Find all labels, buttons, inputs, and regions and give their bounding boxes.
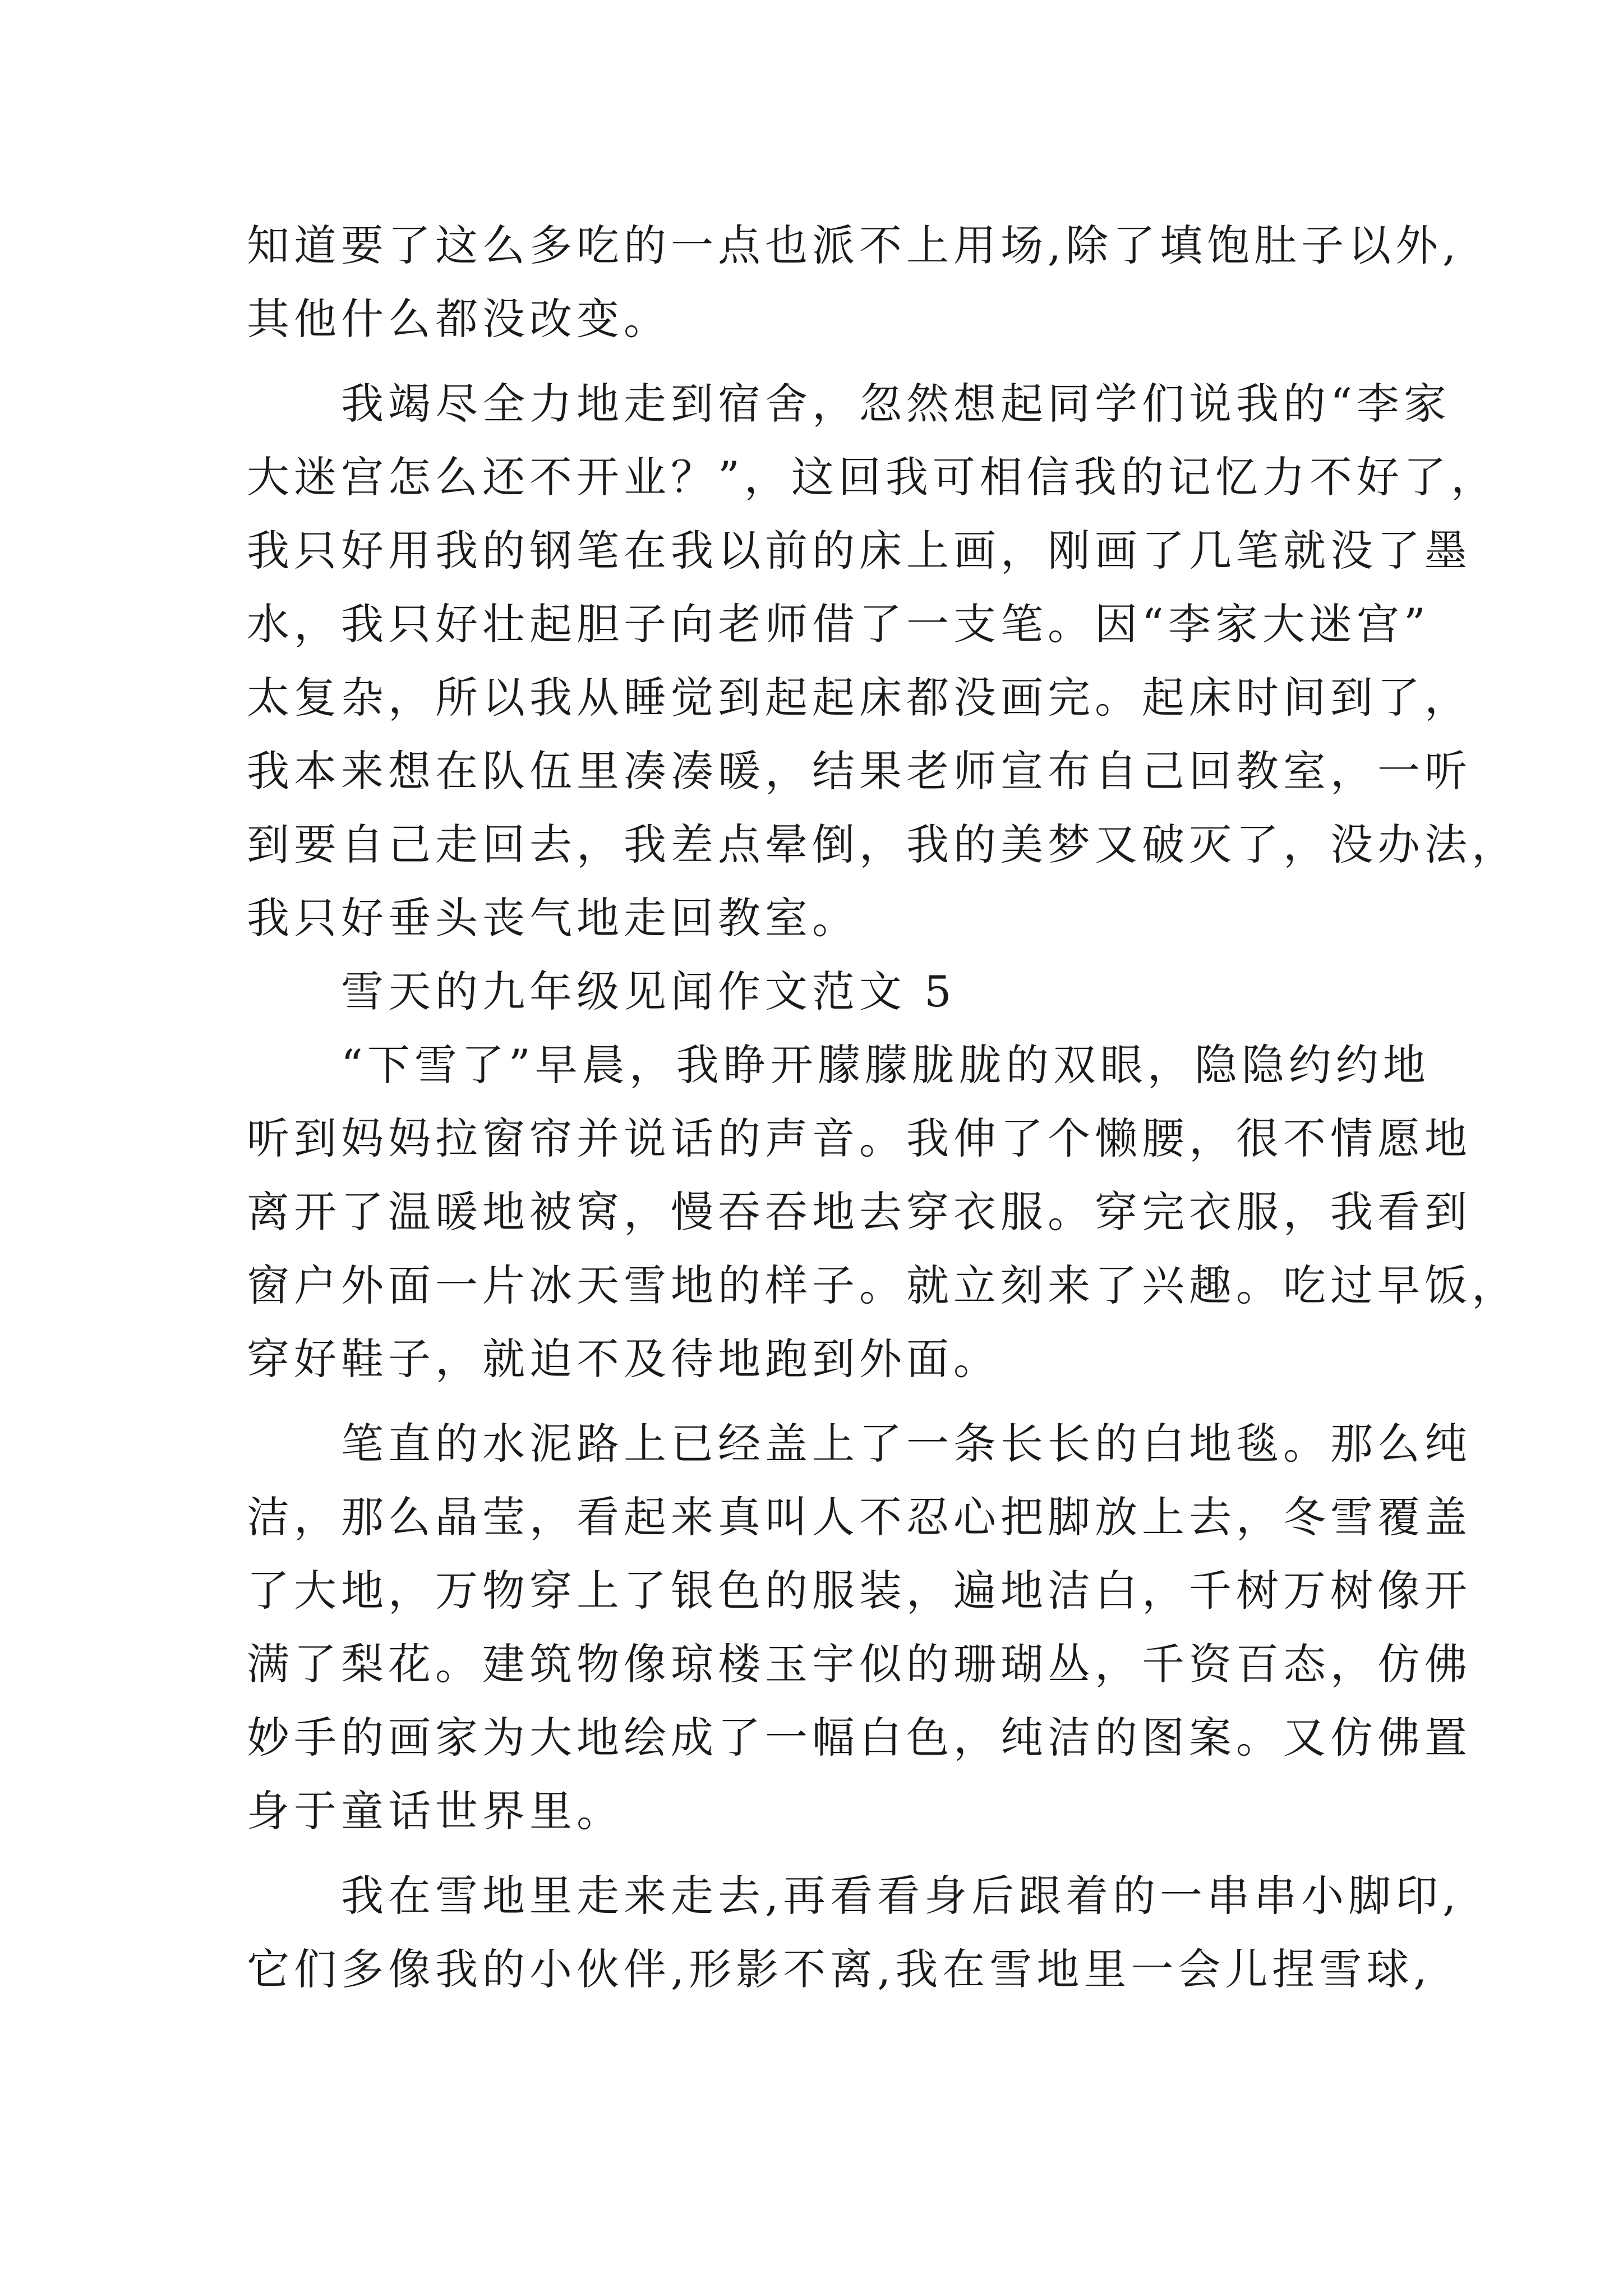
text-line: “下雪了”早晨，我睁开朦朦胧胧的双眼，隐隐约约地: [341, 1040, 1430, 1090]
text-line: 妙手的画家为大地绘成了一幅白色，纯洁的图案。又仿佛置: [247, 1713, 1472, 1763]
paragraph-gap: [247, 1848, 1430, 1859]
text-line: 我只好垂头丧气地走回教室。: [247, 893, 859, 943]
text-line: 它们多像我的小伙伴,形影不离,我在雪地里一会儿捏雪球,: [247, 1944, 1432, 1994]
text-line: 听到妈妈拉窗帘并说话的声音。我伸了个懒腰，很不情愿地: [247, 1114, 1472, 1163]
text-line: 我竭尽全力地走到宿舍，忽然想起同学们说我的“李家: [341, 379, 1451, 429]
text-line: 大迷宫怎么还不开业？”，这回我可相信我的记忆力不好了，: [247, 452, 1498, 502]
text-line: 到要自己走回去，我差点晕倒，我的美梦又破灭了，没办法，: [247, 820, 1519, 869]
text-line: 窗户外面一片冰天雪地的样子。就立刻来了兴趣。吃过早饭，: [247, 1260, 1519, 1310]
text-line: 满了梨花。建筑物像琼楼玉宇似的珊瑚丛，千资百态，仿佛: [247, 1639, 1472, 1689]
text-line: 知道要了这么多吃的一点也派不上用场,除了填饱肚子以外,: [247, 220, 1461, 270]
text-line: 了大地，万物穿上了银色的服装，遍地洁白，千树万树像开: [247, 1566, 1472, 1616]
text-line: 离开了温暖地被窝，慢吞吞地去穿衣服。穿完衣服，我看到: [247, 1187, 1472, 1237]
text-line: 水，我只好壮起胆子向老师借了一支笔。因“李家大迷宫”: [247, 599, 1430, 649]
text-line: 身于童话世界里。: [247, 1786, 624, 1836]
text-line: 太复杂，所以我从睡觉到起起床都没画完。起床时间到了，: [247, 673, 1472, 723]
paragraph-gap: [247, 356, 1430, 367]
text-line: 我本来想在队伍里凑凑暖，结果老师宣布自己回教室，一听: [247, 746, 1472, 796]
text-line: 我在雪地里走来走去,再看看身后跟着的一串串小脚印,: [341, 1871, 1461, 1921]
document-body: [247, 209, 1519, 2006]
text-line: 洁，那么晶莹，看起来真叫人不忍心把脚放上去，冬雪覆盖: [247, 1492, 1472, 1542]
text-line: 穿好鞋子，就迫不及待地跑到外面。: [247, 1334, 1000, 1384]
text-line: 笔直的水泥路上已经盖上了一条长长的白地毯。那么纯: [341, 1419, 1472, 1469]
paragraph-gap: [247, 1396, 1430, 1407]
text-line: 其他什么都没改变。: [247, 294, 671, 344]
text-line: 我只好用我的钢笔在我以前的床上画，刚画了几笔就没了墨: [247, 526, 1472, 576]
section-heading: 雪天的九年级见闻作文范文 5: [341, 967, 956, 1016]
